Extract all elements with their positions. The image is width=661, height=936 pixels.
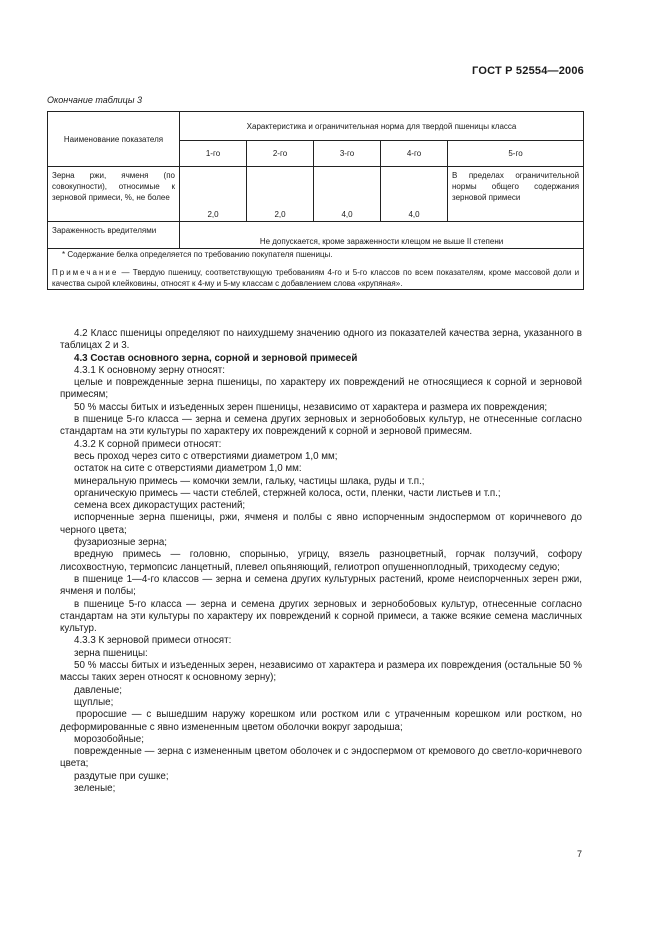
paragraph: 50 % массы битых и изъеденных зерен пшеницы, независимо от характера и размера их повреждения;	[74, 401, 548, 413]
row-value: 2,0	[180, 167, 247, 222]
row-value: 2,0	[247, 167, 314, 222]
paragraph: 4.2 Класс пшеницы определяют по наихудшему значению одного из показателей качества зерна, указанного в таблицах 2 и 3.	[60, 328, 582, 352]
class-header: 3-го	[314, 141, 381, 167]
paragraph: весь проход через сито с отверстиями диаметром 1,0 мм;	[74, 450, 338, 462]
paragraph: 4.3.2 К сорной примеси относят:	[74, 438, 222, 450]
spec-table	[47, 111, 584, 290]
paragraph: проросшие — с вышедшим наружу корешком или ростком или с утраченным корешком или ростком, но деформированные с явно измененным цветом оболочки вокруг зародыша;	[60, 709, 582, 733]
row-value: 4,0	[314, 167, 381, 222]
section-heading: 4.3 Состав основного зерна, сорной и зерновой примесей	[74, 352, 358, 364]
footnote: * Содержание белка определяется по требованию покупателя пшеницы.	[62, 250, 333, 259]
class-header: 1-го	[180, 141, 247, 167]
row-name: Зерна ржи, ячменя (по совокупности), относимые к зерновой примеси, %, не более	[48, 167, 180, 222]
note	[52, 267, 579, 289]
paragraph: 4.3.1 К основному зерну относят:	[74, 364, 225, 376]
paragraph: в пшенице 5-го класса — зерна и семена других зерновых и зернобобовых культур, отнесенные согласно стандартам на эти культуры по характеру их повреждений к сорной примеси, а также всякие семена масличных культур.	[60, 598, 582, 635]
column-group-header: Характеристика и ограничительная норма для твердой пшеницы класса	[180, 112, 584, 141]
paragraph: морозобойные;	[74, 733, 144, 745]
class-header: 4-го	[381, 141, 448, 167]
paragraph: минеральную примесь — комочки земли, гальку, частицы шлака, руды и т.п.;	[74, 475, 425, 487]
note-text: — Твердую пшеницу, соответствующую требованиям 4-го и 5-го классов по всем показателям, кроме массовой доли и качества сырой клейковины, относят к 4-му и 5-му классам с добавлением слова «крупяная».	[52, 268, 580, 288]
paragraph: поврежденные — зерна с измененным цветом оболочек и с эндоспермом от кремового до светло-коричневого цвета;	[60, 746, 582, 770]
row-value: В пределах ограничительной нормы общего содержания зерновой примеси	[448, 167, 584, 222]
paragraph: семена всех дикорастущих растений;	[74, 500, 246, 512]
paragraph: давленые;	[74, 684, 122, 696]
paragraph: раздутые при сушке;	[74, 770, 169, 782]
paragraph: щуплые;	[74, 696, 114, 708]
paragraph: фузариозные зерна;	[74, 537, 168, 549]
paragraph: зерна пшеницы:	[74, 647, 148, 659]
table-caption: Окончание таблицы 3	[47, 95, 142, 105]
paragraph: остаток на сите с отверстиями диаметром 1,0 мм:	[74, 463, 302, 475]
document-code: ГОСТ Р 52554—2006	[472, 65, 584, 77]
class-header: 5-го	[448, 141, 584, 167]
paragraph: вредную примесь — головню, спорынью, угрицу, вязель разноцветный, горчак ползучий, софору лисохвостную, термопсис ланцетный, плевел опьяняющий, гелиотроп опушеннoплодный, триходесму седую;	[60, 549, 582, 573]
page-number: 7	[576, 849, 582, 859]
note-label: Примечание	[52, 268, 119, 277]
table-row	[48, 222, 584, 249]
paragraph: в пшенице 1—4-го классов — зерна и семена других культурных растений, кроме неиспорченных зерен ржи, ячменя и полбы;	[60, 573, 582, 598]
table-row	[48, 167, 584, 222]
table-notes	[48, 249, 584, 290]
paragraph: целые и поврежденные зерна пшеницы, по характеру их повреждений не относящиеся к сорной и зерновой примесям;	[60, 377, 582, 401]
paragraph: 50 % массы битых и изъеденных зерен, независимо от характера и размера их повреждения (остальные 50 % массы таких зерен относят к основному зерну);	[60, 660, 582, 684]
row-name: Зараженность вредителями	[48, 222, 180, 249]
body-text	[60, 328, 582, 795]
row-value: 4,0	[381, 167, 448, 222]
paragraph: органическую примесь — части стеблей, стержней колоса, ости, пленки, части листьев и т.п.;	[74, 487, 501, 499]
paragraph: испорченные зерна пшеницы, ржи, ячменя и полбы с явно испорченным эндоспермом от коричневого до черного цвета;	[60, 512, 582, 536]
class-header: 2-го	[247, 141, 314, 167]
paragraph: в пшенице 5-го класса — зерна и семена других зерновых и зернобобовых культур, не отнесенные согласно стандартам на эти культуры по характеру их повреждений к сорной и зерновой примесям.	[60, 414, 582, 438]
paragraph: 4.3.3 К зерновой примеси относят:	[74, 635, 232, 647]
row-value-merged: Не допускается, кроме зараженности клещом не выше II степени	[180, 222, 584, 249]
column-header-name: Наименование показателя	[48, 112, 180, 167]
paragraph: зеленые;	[74, 782, 116, 794]
